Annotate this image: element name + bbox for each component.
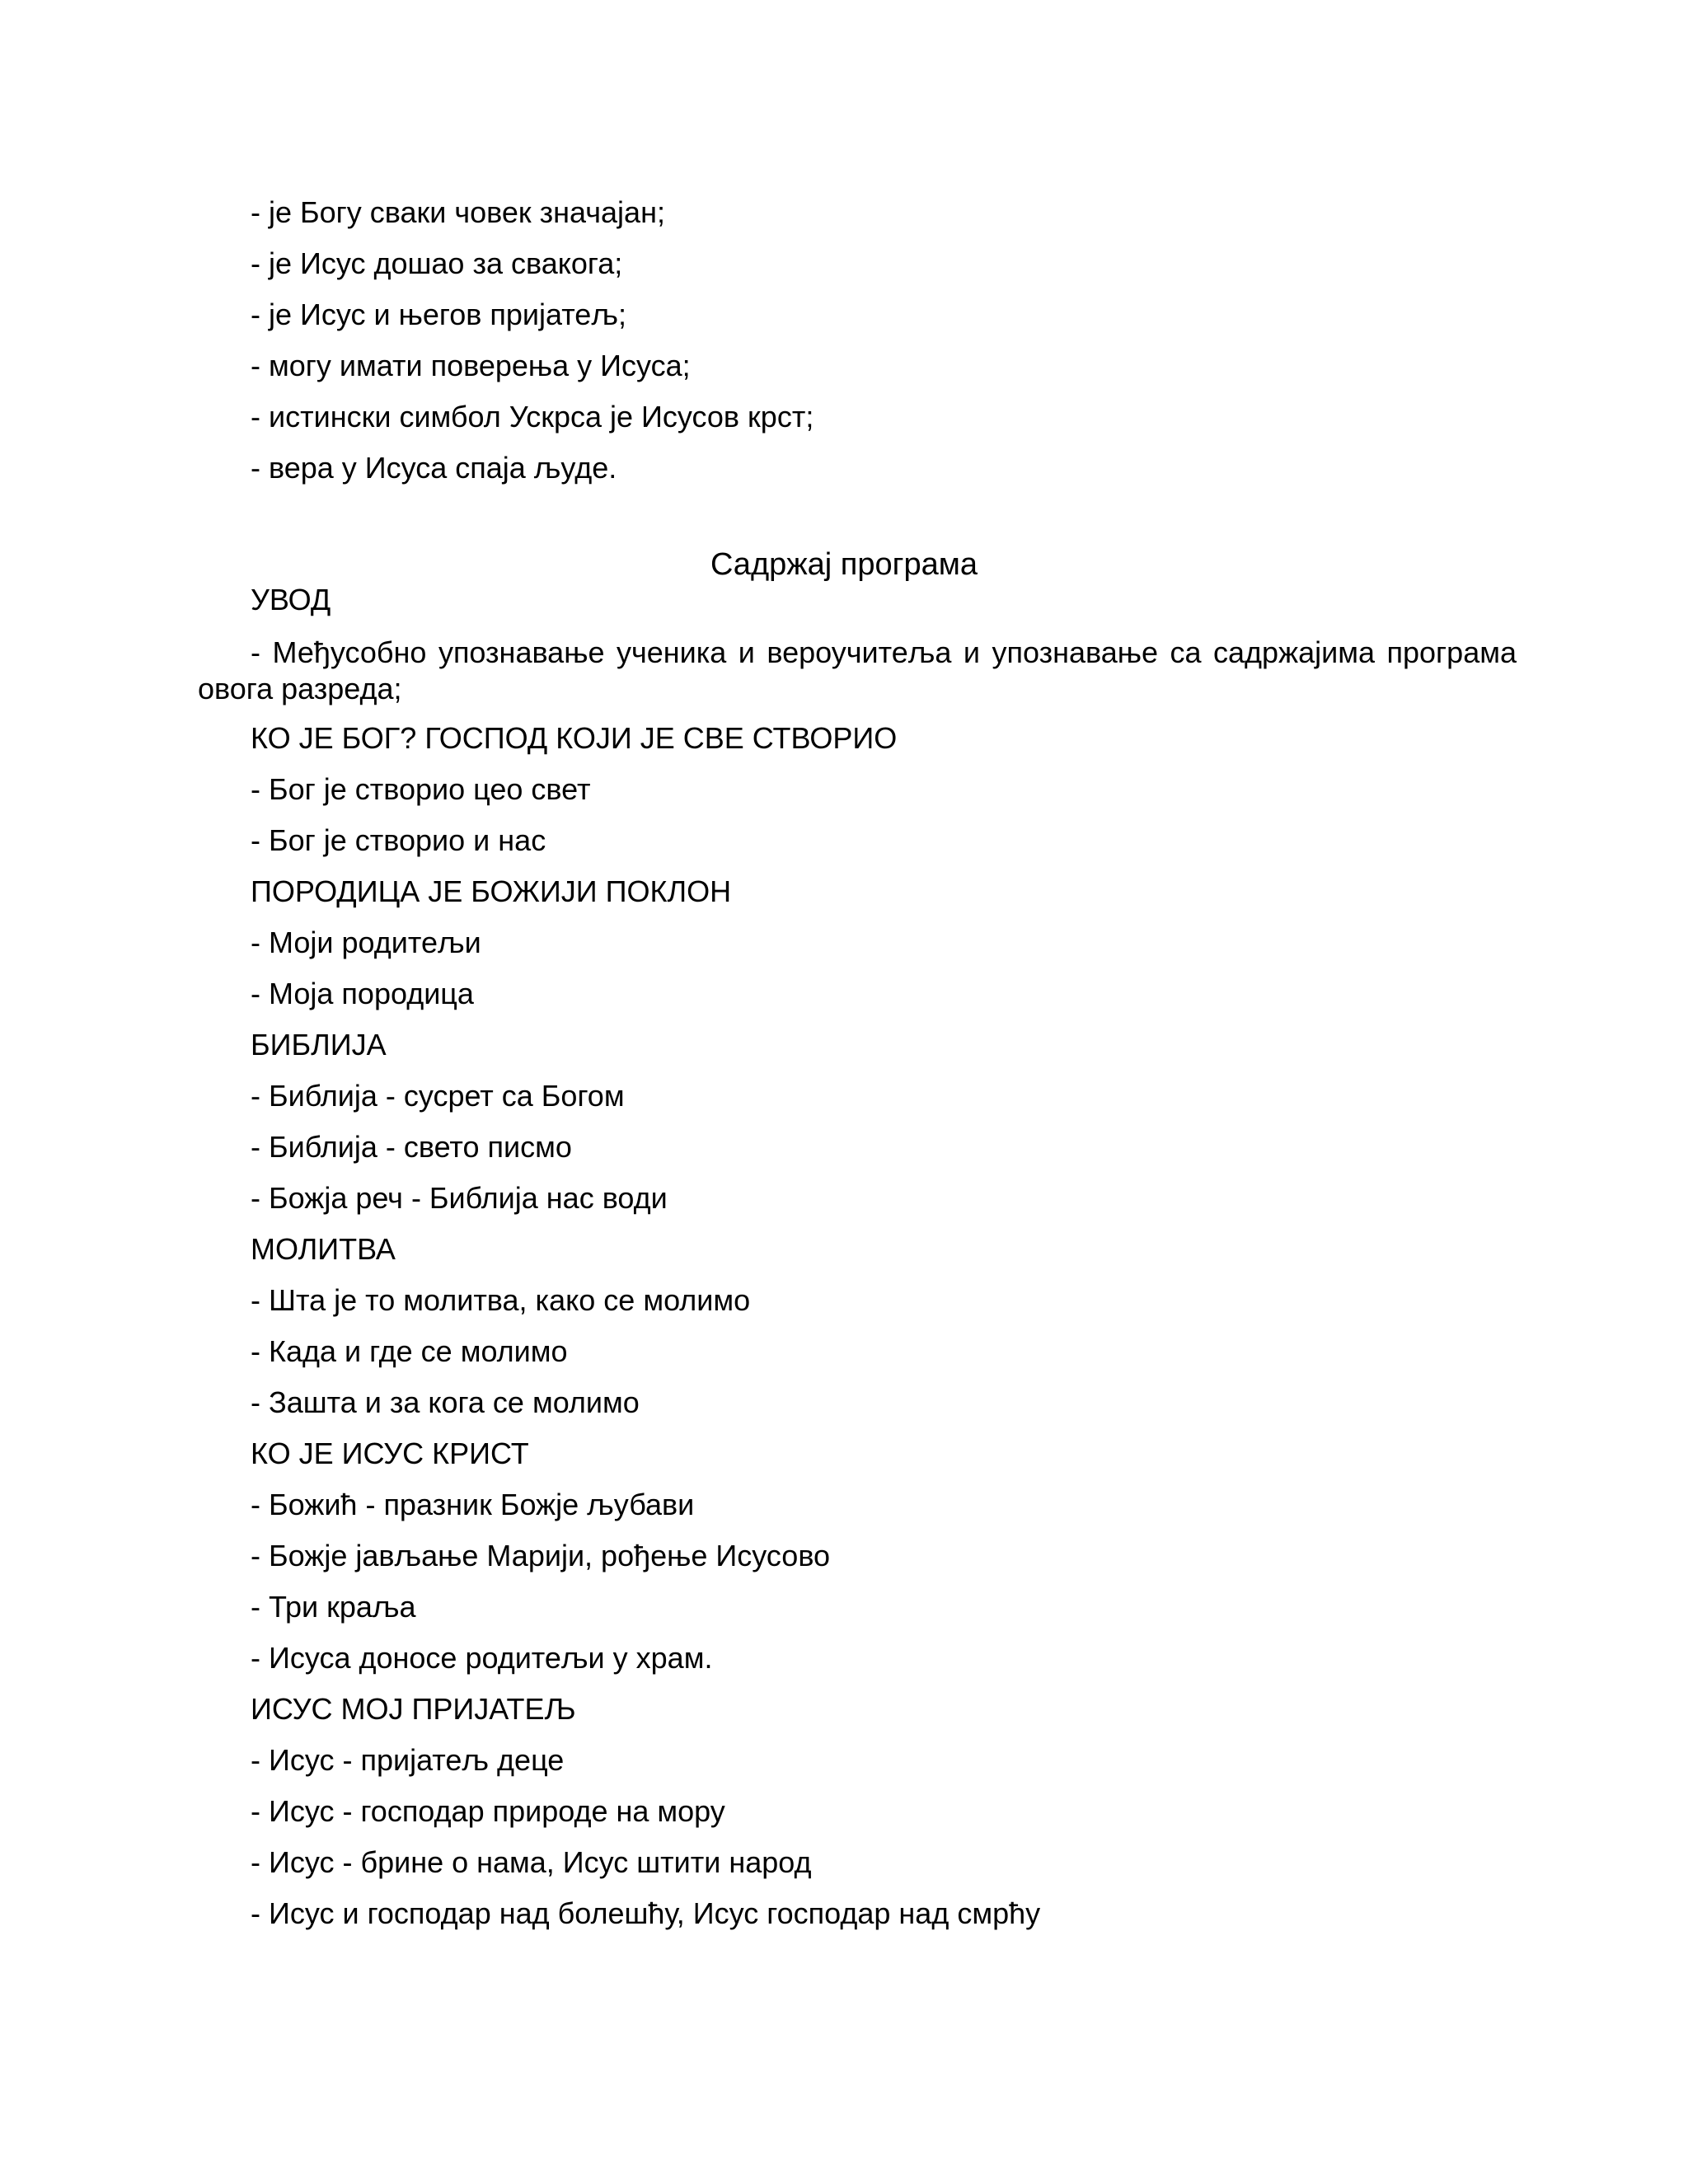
intro-list-item: - могу имати поверења у Исуса; — [251, 349, 691, 382]
topic-item: - Исус - господар природе на мору — [251, 1794, 725, 1828]
topic-heading: МОЛИТВА — [251, 1232, 396, 1266]
topic-heading: ПОРОДИЦА ЈЕ БОЖИЈИ ПОКЛОН — [251, 874, 732, 908]
uvod-paragraph: - Међусобно упознавање ученика и вероучитеља и упознавање са садржајима програма овога разреда; — [198, 635, 1517, 705]
topic-item: - Моја породица — [251, 977, 474, 1010]
topic-heading: ИСУС МОЈ ПРИЈАТЕЉ — [251, 1692, 576, 1726]
intro-list-item: - истински симбол Ускрса је Исусов крст; — [251, 400, 814, 434]
intro-list-item: - је Исус дошао за свакога; — [251, 246, 623, 280]
topic-item: - Божић - празник Божје љубави — [251, 1488, 695, 1521]
topic-item: - Исус - пријатељ деце — [251, 1743, 565, 1777]
topic-item: - Моји родитељи — [251, 926, 481, 959]
topic-item: - Три краља — [251, 1590, 416, 1624]
topic-heading: КО ЈЕ БОГ? ГОСПОД КОЈИ ЈЕ СВЕ СТВОРИО — [251, 721, 898, 755]
topic-item: - Када и где се молимо — [251, 1334, 568, 1368]
section-title: Садржај програма — [710, 547, 978, 582]
intro-list-item: - је Богу сваки човек значајан; — [251, 195, 665, 229]
topic-item: - Божја реч - Библија нас води — [251, 1181, 668, 1215]
intro-list-item: - вера у Исуса спаја људе. — [251, 451, 617, 485]
topic-heading: БИБЛИЈА — [251, 1028, 387, 1062]
topic-item: - Библија - свето писмо — [251, 1130, 572, 1164]
topic-item: - Божје јављање Марији, рођење Исусово — [251, 1539, 831, 1572]
topic-item: - Бог је створио и нас — [251, 823, 546, 857]
topic-item: - Библија - сусрет са Богом — [251, 1079, 625, 1113]
topic-heading: КО ЈЕ ИСУС КРИСТ — [251, 1436, 529, 1470]
topic-item: - Зашта и за кога се молимо — [251, 1385, 640, 1419]
topic-item: - Шта је то молитва, како се молимо — [251, 1283, 751, 1317]
topic-item: - Исуса доносе родитељи у храм. — [251, 1641, 713, 1675]
topic-heading-uvod: УВОД — [251, 583, 331, 616]
topic-item: - Исус и господар над болешћу, Исус господар над смрћу — [251, 1896, 1041, 1930]
topic-item: - Бог је створио цео свет — [251, 772, 591, 806]
intro-list-item: - је Исус и његов пријатељ; — [251, 298, 626, 331]
topic-item: - Исус - брине о нама, Исус штити народ — [251, 1845, 812, 1879]
